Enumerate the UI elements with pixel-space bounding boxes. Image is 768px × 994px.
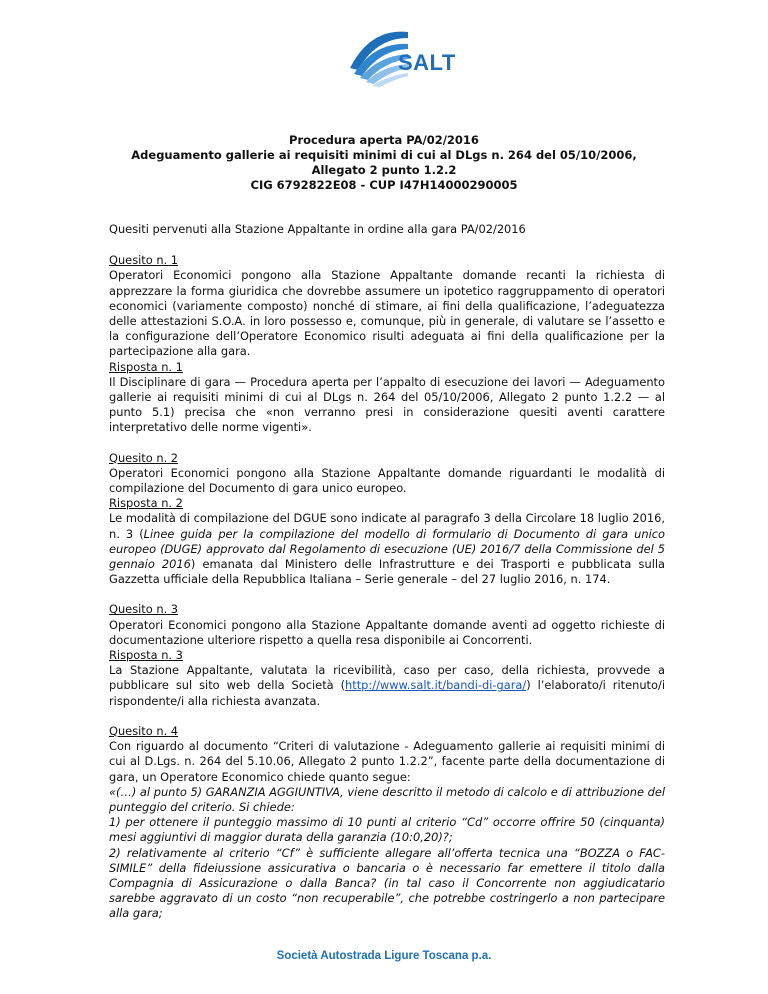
header-line-3: Allegato 2 punto 1.2.2 [311, 163, 457, 177]
answer-2-part-b: ) emanata dal Ministero delle Infrastrutture e dei Trasporti e pubblicata sulla Gazzetta ufficiale della Repubblica Italiana – Serie generale – del 27 luglio 2016, n. 174. [109, 557, 665, 587]
answer-3-part-b: ) l’elaborato/i ritenuto/i rispondente/i alla richiesta avanzata. [109, 678, 665, 708]
answer-1-title: Risposta n. 1 [109, 359, 183, 374]
answer-1-text: Il Disciplinare di gara — Procedura aperta per l’appalto di esecuzione dei lavori — Adeguamento gallerie ai requisiti minimi di cui al DLgs n. 264 del 05/10/2006, Allegato 2 punto 1.2.2 — al punto 5.1) precisa che «non verranno presi in considerazione quesiti aventi carattere interpretativo delle norme vigenti». [109, 374, 665, 435]
question-4-quote-3-text: 2) relativamente al criterio “Cf” è sufficiente allegare all’offerta tecnica una “BOZZA o FAC-SIMILE” della fideiussione assicurativa o bancaria o è necessario far emettere il titolo dalla Compagnia di Assicurazione o dalla Banca? (in tal caso il Concorrente non aggiudicatario sarebbe aggravato di un costo “non recuperabile”, che potrebbe costringerlo a non partecipare alla gara; [109, 845, 665, 921]
logo-wordmark: SALT [398, 50, 456, 75]
answer-2-title: Risposta n. 2 [109, 496, 183, 511]
bandi-di-gara-link[interactable]: http://www.salt.it/bandi-di-gara/ [345, 678, 527, 693]
answer-3-text [109, 663, 665, 709]
question-1-title: Quesito n. 1 [109, 253, 179, 268]
answer-3-part-a: La Stazione Appaltante, valutata la ricevibilità, caso per caso, della richiesta, provvede a pubblicare sul sito web della Società ( [109, 663, 665, 693]
question-4-title: Quesito n. 4 [109, 723, 179, 738]
question-4-text: Con riguardo al documento “Criteri di valutazione - Adeguamento gallerie ai requisiti minimi di cui al D.Lgs. n. 264 del 5.10.06, Allegato 2 punto 1.2.2”, facente parte della documentazione di gara, un Operatore Economico chiede quanto segue: [109, 739, 665, 784]
question-1-text: Operatori Economici pongono alla Stazione Appaltante domande recanti la richiesta di apprezzare la forma giuridica che dovrebbe assumere un ipotetico raggruppamento di operatori economici (variamente composto) nonché di stimare, ai fini della qualificazione, l’adeguatezza delle attestazioni S.O.A. in loro possesso e, comunque, più in generale, di valutare se l’assetto e la configurazione dell’Operatore Economico risulti adeguata ai fini della qualificazione per la partecipazione alla gara. [109, 268, 665, 359]
document-body [109, 222, 665, 922]
question-2-text: Operatori Economici pongono alla Stazione Appaltante domande riguardanti le modalità di compilazione del Documento di gara unico europeo. [109, 465, 665, 496]
question-3-text: Operatori Economici pongono alla Stazione Appaltante domande aventi ad oggetto richieste di documentazione ulteriore rispetto a quella resa disponibile ai Concorrenti. [109, 617, 665, 647]
header-line-4: CIG 6792822E08 - CUP I47H14000290005 [250, 178, 518, 192]
question-2-title: Quesito n. 2 [109, 450, 179, 465]
question-4-quote-1 [109, 785, 665, 815]
question-3-title: Quesito n. 3 [109, 602, 179, 617]
answer-2-guideline-title: Linee guida per la compilazione del modello di formulario di Documento di gara unico europeo (DUGE) approvato dal Regolamento di esecuzione (UE) 2016/7 della Commissione del 5 gennaio 2016 [109, 526, 665, 572]
header-line-2: Adeguamento gallerie ai requisiti minimi di cui al DLgs n. 264 del 05/10/2006, [131, 148, 637, 162]
intro-text: Quesiti pervenuti alla Stazione Appaltante in ordine alla gara PA/02/2016 [109, 222, 526, 236]
document-header [90, 133, 678, 193]
header-line-1: Procedura aperta PA/02/2016 [289, 133, 479, 147]
question-4-quote-3 [109, 846, 665, 922]
answer-3-title: Risposta n. 3 [109, 648, 183, 663]
company-footer: Società Autostrada Ligure Toscana p.a. [276, 950, 492, 962]
answer-2-text [109, 511, 665, 587]
question-4-quote-1-text: «(…) al punto 5) GARANZIA AGGIUNTIVA, viene descritto il metodo di calcolo e di attribuzione del punteggio del criterio. Si chiede: [109, 784, 665, 814]
answer-2-part-a: Le modalità di compilazione del DGUE sono indicate al paragrafo 3 della Circolare 18 luglio 2016, n. 3 ( [109, 511, 665, 541]
question-4-quote-2-text: 1) per ottenere il punteggio massimo di 10 punti al criterio “Cd” occorre offrire 50 (cinquanta) mesi aggiuntivi di maggior durata della garanzia (10:0,20)?; [109, 815, 665, 845]
question-4-quote-2 [109, 815, 665, 845]
